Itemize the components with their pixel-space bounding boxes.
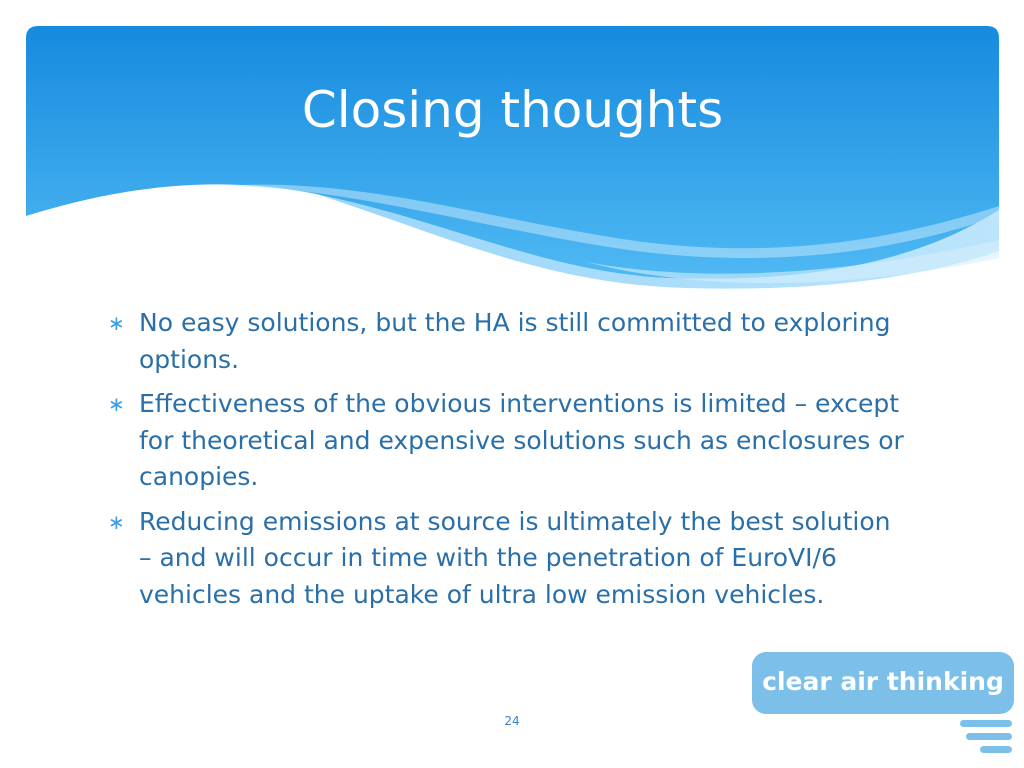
asterisk-bullet-icon: ∗ [108,392,125,416]
bullet-item [108,305,908,378]
horizontal-lines-icon [958,718,1014,758]
slide-title: Closing thoughts [301,81,724,139]
page-number: 24 [504,714,520,728]
header-banner [26,26,999,296]
asterisk-bullet-icon: ∗ [108,509,125,534]
bullet-text: Effectiveness of the obvious interventions is limited – except for theoretical and expensive solutions such as enclosures or canopies. [139,389,904,491]
asterisk-bullet-icon: ∗ [108,311,125,335]
bullet-list [108,305,908,621]
bullet-text: No easy solutions, but the HA is still committed to exploring options. [139,308,891,374]
logo [752,652,1014,714]
header-wave-graphic [26,26,999,296]
bullet-item [108,504,908,614]
bullet-text: Reducing emissions at source is ultimately the best solution – and will occur in time with the penetration of EuroVI/6 vehicles and the uptake of ultra low emission vehicles. [139,506,891,609]
logo-text: clear air thinking [762,667,1004,696]
bullet-item [108,386,908,496]
